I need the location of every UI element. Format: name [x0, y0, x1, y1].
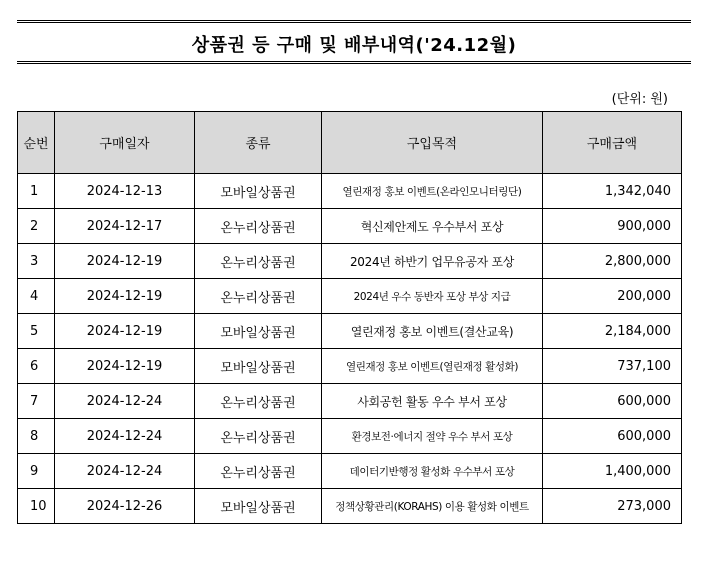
table-header-row [18, 112, 682, 174]
cell-amount: 2,800,000 [543, 244, 682, 279]
cell-purpose: 정책상황관리(KORAHS) 이용 활성화 이벤트 [322, 489, 543, 524]
cell-amount: 2,184,000 [543, 314, 682, 349]
cell-type: 온누리상품권 [195, 454, 322, 489]
cell-no: 2 [18, 209, 55, 244]
cell-no: 10 [18, 489, 55, 524]
cell-amount: 273,000 [543, 489, 682, 524]
cell-date: 2024-12-19 [55, 244, 195, 279]
cell-type: 모바일상품권 [195, 174, 322, 209]
table-row [18, 384, 682, 419]
cell-date: 2024-12-19 [55, 314, 195, 349]
title-box [17, 20, 691, 64]
cell-type: 모바일상품권 [195, 489, 322, 524]
cell-purpose: 환경보전·에너지 절약 우수 부서 포상 [322, 419, 543, 454]
cell-no: 3 [18, 244, 55, 279]
page-title: 상품권 등 구매 및 배부내역('24.12월) [191, 35, 517, 56]
purchase-table [17, 111, 682, 524]
cell-date: 2024-12-13 [55, 174, 195, 209]
cell-date: 2024-12-24 [55, 454, 195, 489]
cell-no: 9 [18, 454, 55, 489]
cell-purpose: 열린재정 홍보 이벤트(열린재정 활성화) [322, 349, 543, 384]
cell-date: 2024-12-26 [55, 489, 195, 524]
cell-date: 2024-12-24 [55, 384, 195, 419]
cell-type: 온누리상품권 [195, 384, 322, 419]
cell-no: 4 [18, 279, 55, 314]
cell-date: 2024-12-24 [55, 419, 195, 454]
cell-date: 2024-12-19 [55, 349, 195, 384]
cell-purpose: 열린재정 홍보 이벤트(온라인모니터링단) [322, 174, 543, 209]
header-type: 종류 [195, 112, 322, 174]
cell-type: 온누리상품권 [195, 279, 322, 314]
cell-type: 온누리상품권 [195, 209, 322, 244]
table-row [18, 209, 682, 244]
table-row [18, 349, 682, 384]
cell-no: 5 [18, 314, 55, 349]
cell-amount: 737,100 [543, 349, 682, 384]
cell-no: 8 [18, 419, 55, 454]
cell-date: 2024-12-17 [55, 209, 195, 244]
cell-purpose: 사회공헌 활동 우수 부서 포상 [322, 384, 543, 419]
cell-no: 7 [18, 384, 55, 419]
table-row [18, 454, 682, 489]
header-purpose: 구입목적 [322, 112, 543, 174]
cell-type: 온누리상품권 [195, 244, 322, 279]
table-row [18, 314, 682, 349]
cell-purpose: 2024년 하반기 업무유공자 포상 [322, 244, 543, 279]
unit-label: (단위: 원) [611, 92, 668, 107]
cell-amount: 600,000 [543, 419, 682, 454]
header-date: 구매일자 [55, 112, 195, 174]
table-row [18, 279, 682, 314]
table-row [18, 419, 682, 454]
cell-amount: 200,000 [543, 279, 682, 314]
table-row [18, 174, 682, 209]
cell-purpose: 데이터기반행정 활성화 우수부서 포상 [322, 454, 543, 489]
table-row [18, 244, 682, 279]
cell-purpose: 혁신제안제도 우수부서 포상 [322, 209, 543, 244]
cell-type: 온누리상품권 [195, 419, 322, 454]
cell-type: 모바일상품권 [195, 314, 322, 349]
cell-no: 6 [18, 349, 55, 384]
cell-purpose: 열린재정 홍보 이벤트(결산교육) [322, 314, 543, 349]
cell-type: 모바일상품권 [195, 349, 322, 384]
cell-amount: 600,000 [543, 384, 682, 419]
header-amount: 구매금액 [543, 112, 682, 174]
header-no: 순번 [18, 112, 55, 174]
cell-amount: 1,342,040 [543, 174, 682, 209]
table-row [18, 489, 682, 524]
cell-date: 2024-12-19 [55, 279, 195, 314]
cell-amount: 900,000 [543, 209, 682, 244]
cell-no: 1 [18, 174, 55, 209]
cell-amount: 1,400,000 [543, 454, 682, 489]
cell-purpose: 2024년 우수 동반자 포상 부상 지급 [322, 279, 543, 314]
